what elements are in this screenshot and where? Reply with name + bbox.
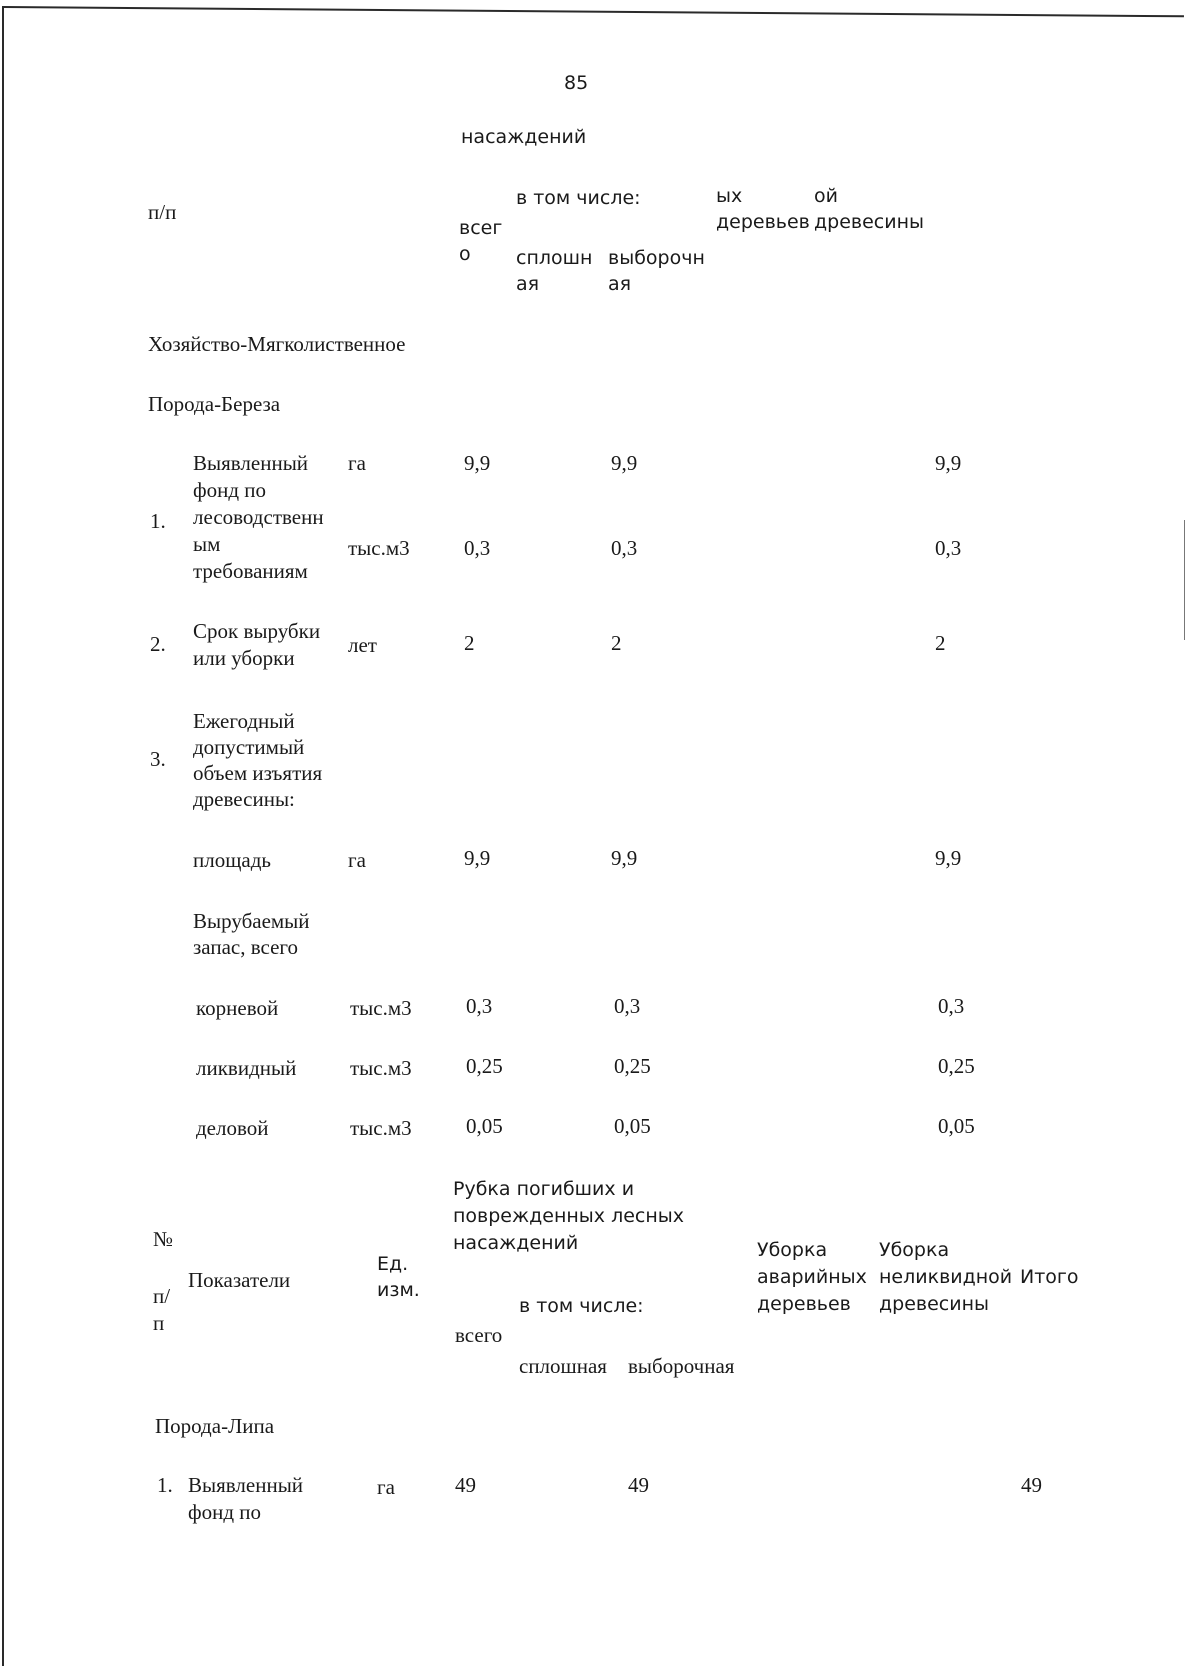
scan-edge-top bbox=[4, 6, 1184, 17]
header-total-part2: о bbox=[459, 243, 471, 265]
header-emergency-line: деревьев bbox=[757, 1293, 851, 1315]
header-row-number: п/п bbox=[148, 200, 177, 224]
header-emergency-line: аварийных bbox=[757, 1266, 867, 1288]
section-species-birch: Порода-Береза bbox=[148, 392, 281, 416]
header-trees-part1: ых bbox=[716, 185, 743, 207]
row-label-line: фонд по bbox=[193, 478, 267, 502]
total-cell: 2 bbox=[464, 631, 475, 655]
clear-cell: 0,25 bbox=[614, 1054, 651, 1078]
row-number: 1. bbox=[150, 509, 166, 533]
header-selective-part1: выборочн bbox=[608, 247, 705, 269]
row-label-line: Выявленный bbox=[193, 451, 309, 475]
row-label: ликвидный bbox=[196, 1056, 297, 1080]
clear-cell: 0,05 bbox=[614, 1114, 651, 1138]
row-label-line: лесоводственн bbox=[193, 505, 324, 529]
header-including: в том числе: bbox=[519, 1295, 644, 1317]
header-unit-line1: Ед. bbox=[377, 1253, 409, 1275]
row-label-line: объем изъятия bbox=[193, 761, 323, 785]
header-plantings-tail: насаждений bbox=[461, 126, 587, 148]
unit-cell: га bbox=[377, 1475, 395, 1499]
row-label-line: Вырубаемый bbox=[193, 909, 310, 933]
header-felling-line: насаждений bbox=[453, 1232, 579, 1254]
unit-cell: тыс.м3 bbox=[350, 1116, 412, 1140]
unit-cell: га bbox=[348, 848, 366, 872]
unit-cell: тыс.м3 bbox=[350, 1056, 412, 1080]
row-number: 3. bbox=[150, 747, 166, 771]
header-illiquid-line: Уборка bbox=[879, 1239, 950, 1261]
itogo-cell: 2 bbox=[935, 631, 946, 655]
section-farm: Хозяйство-Мягколиственное bbox=[148, 332, 406, 356]
header-unit-line2: изм. bbox=[377, 1279, 420, 1301]
total-cell: 0,25 bbox=[466, 1054, 503, 1078]
row-label-line: Срок вырубки bbox=[193, 619, 321, 643]
row-label-line: Ежегодный bbox=[193, 709, 295, 733]
header-total: всего bbox=[455, 1323, 503, 1347]
itogo-cell: 49 bbox=[1021, 1473, 1042, 1497]
itogo-cell: 9,9 bbox=[935, 451, 962, 475]
total-cell: 9,9 bbox=[464, 451, 491, 475]
unit-cell: тыс.м3 bbox=[348, 536, 410, 560]
header-clear-part1: сплошн bbox=[516, 247, 593, 269]
row-label: деловой bbox=[196, 1116, 269, 1140]
row-label-line: допустимый bbox=[193, 735, 305, 759]
header-clear: сплошная bbox=[519, 1354, 607, 1378]
unit-cell: га bbox=[348, 451, 366, 475]
total-cell: 0,3 bbox=[464, 536, 491, 560]
header-selective-part2: ая bbox=[608, 273, 632, 295]
row-number: 2. bbox=[150, 632, 166, 656]
page-number: 85 bbox=[564, 72, 589, 94]
header-clear-part2: ая bbox=[516, 273, 540, 295]
itogo-cell: 0,3 bbox=[935, 536, 962, 560]
header-trees-part2: деревьев bbox=[716, 211, 810, 233]
row-label-line: фонд по bbox=[188, 1500, 262, 1524]
header-felling-line: поврежденных лесных bbox=[453, 1205, 685, 1227]
row-label: корневой bbox=[196, 996, 279, 1020]
row-label-line: запас, всего bbox=[193, 935, 298, 959]
scan-edge-right bbox=[1184, 520, 1185, 640]
total-cell: 0,3 bbox=[466, 994, 493, 1018]
row-number: 1. bbox=[157, 1473, 173, 1497]
header-wood-part1: ой bbox=[814, 185, 838, 207]
header-wood-part2: древесины bbox=[814, 211, 924, 233]
scan-edge-left bbox=[2, 6, 4, 1666]
clear-cell: 0,3 bbox=[614, 994, 641, 1018]
row-label-line: Выявленный bbox=[188, 1473, 304, 1497]
header-num-line3: п bbox=[153, 1311, 165, 1335]
row-label-line: требованиям bbox=[193, 559, 308, 583]
clear-cell: 9,9 bbox=[611, 451, 638, 475]
clear-cell: 2 bbox=[611, 631, 622, 655]
total-cell: 0,05 bbox=[466, 1114, 503, 1138]
header-selective: выборочная bbox=[628, 1354, 735, 1378]
row-label-line: ым bbox=[193, 532, 221, 556]
header-illiquid-line: неликвидной bbox=[879, 1266, 1013, 1288]
header-including: в том числе: bbox=[516, 187, 641, 209]
clear-cell: 49 bbox=[628, 1473, 649, 1497]
row-label: площадь bbox=[193, 848, 271, 872]
unit-cell: тыс.м3 bbox=[350, 996, 412, 1020]
header-indicators: Показатели bbox=[188, 1268, 291, 1292]
itogo-cell: 9,9 bbox=[935, 846, 962, 870]
header-num-line2: п/ bbox=[153, 1284, 171, 1308]
header-num-line1: № bbox=[153, 1227, 174, 1251]
row-label-line: древесины: bbox=[193, 787, 295, 811]
clear-cell: 0,3 bbox=[611, 536, 638, 560]
header-illiquid-line: древесины bbox=[879, 1293, 989, 1315]
clear-cell: 9,9 bbox=[611, 846, 638, 870]
total-cell: 49 bbox=[455, 1473, 476, 1497]
header-emergency-line: Уборка bbox=[757, 1239, 828, 1261]
header-total-part1: всег bbox=[459, 217, 503, 239]
itogo-cell: 0,25 bbox=[938, 1054, 975, 1078]
row-label-line: или уборки bbox=[193, 646, 295, 670]
unit-cell: лет bbox=[348, 633, 377, 657]
section-species-linden: Порода-Липа bbox=[155, 1414, 275, 1438]
header-itogo: Итого bbox=[1020, 1266, 1079, 1288]
total-cell: 9,9 bbox=[464, 846, 491, 870]
itogo-cell: 0,05 bbox=[938, 1114, 975, 1138]
header-felling-line: Рубка погибших и bbox=[453, 1178, 635, 1200]
itogo-cell: 0,3 bbox=[938, 994, 965, 1018]
